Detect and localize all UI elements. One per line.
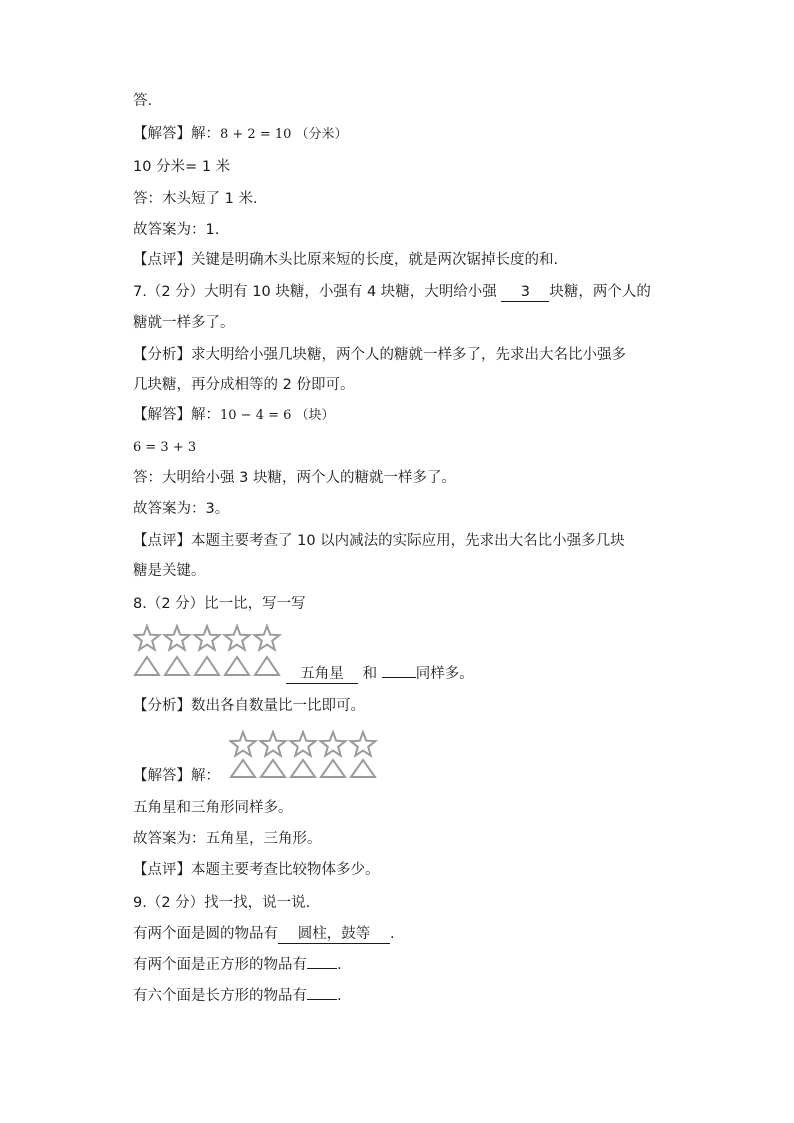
answer-blank: [382, 677, 416, 678]
question-9-line-a: 有两个面是圆的物品有 圆柱，鼓等 .: [133, 926, 395, 942]
star-icon: [165, 626, 190, 650]
star-icon: [291, 732, 316, 756]
star-icon: [231, 732, 256, 756]
analysis-q8: 【分析】数出各自数量比一比即可。: [133, 698, 365, 714]
star-icon: [321, 732, 346, 756]
triangle-icon: [225, 657, 249, 675]
star-icon: [135, 626, 160, 650]
solution-q7: 【解答】解：10 − 4 = 6 （块）: [133, 407, 335, 423]
stars-triangles-figure: [133, 624, 285, 680]
question-8-answer: 五角星 和 同样多。: [286, 664, 474, 684]
comment-q7: 【点评】本题主要考查了 10 以内减法的实际应用，先求出大名比小强多几块: [133, 533, 625, 549]
answer-blank: 五角星: [286, 665, 358, 684]
star-icon: [261, 732, 286, 756]
comment-q6: 【点评】关键是明确木头比原来短的长度，就是两次锯掉长度的和.: [133, 252, 559, 268]
triangle-icon: [231, 760, 255, 777]
question-9: 9.（2 分）找一找，说一说.: [133, 895, 311, 911]
solution-q6: 【解答】解：8 + 2 = 10 （分米）: [133, 126, 348, 142]
solution-line: 答：大明给小强 3 块糖，两个人的糖就一样多了。: [133, 470, 456, 486]
question-7-cont: 糖就一样多了。: [133, 315, 235, 331]
answer-line: 故答案为：3。: [133, 501, 230, 517]
solution-line: 10 分米= 1 米: [133, 159, 231, 175]
triangle-icon: [351, 760, 375, 777]
comment-q8: 【点评】本题主要考查比较物体多少。: [133, 862, 380, 878]
answer-blank: [307, 968, 337, 969]
triangle-icon: [195, 657, 219, 675]
star-icon: [225, 626, 250, 650]
question-7: 7.（2 分）大明有 10 块糖，小强有 4 块糖，大明给小强 3 块糖，两个人的: [133, 284, 651, 300]
answer-line: 故答案为：1.: [133, 222, 220, 238]
triangle-icon: [261, 760, 285, 777]
solution-line: 答：木头短了 1 米.: [133, 191, 258, 207]
answer-line: 故答案为：五角星，三角形。: [133, 831, 322, 847]
solution-q8: 【解答】解：: [133, 768, 220, 784]
answer-blank: [307, 999, 337, 1000]
triangle-icon: [291, 760, 315, 777]
analysis-q7: 【分析】求大明给小强几块糖，两个人的糖就一样多了，先求出大名比小强多: [133, 347, 626, 363]
triangle-row: [231, 760, 375, 777]
analysis-q7-cont: 几块糖，再分成相等的 2 份即可。: [133, 377, 355, 393]
star-icon: [351, 732, 376, 756]
solution-line: 五角星和三角形同样多。: [133, 800, 293, 816]
comment-q7-cont: 糖是关键。: [133, 563, 206, 579]
solution-line: 6 = 3 + 3: [133, 440, 197, 455]
triangle-row: [135, 657, 279, 675]
answer-tail: 答.: [133, 93, 153, 109]
triangle-icon: [165, 657, 189, 675]
question-8: 8.（2 分）比一比，写一写: [133, 596, 306, 612]
triangle-icon: [135, 657, 159, 675]
question-9-line-c: 有六个面是长方形的物品有 .: [133, 988, 342, 1004]
star-row: [231, 732, 376, 756]
stars-triangles-figure: [229, 730, 381, 782]
star-icon: [255, 626, 280, 650]
answer-blank: 圆柱，鼓等: [278, 925, 390, 944]
star-icon: [195, 626, 220, 650]
triangle-icon: [321, 760, 345, 777]
triangle-icon: [255, 657, 279, 675]
star-row: [135, 626, 280, 650]
answer-blank: 3: [501, 283, 549, 302]
question-9-line-b: 有两个面是正方形的物品有 .: [133, 957, 342, 973]
